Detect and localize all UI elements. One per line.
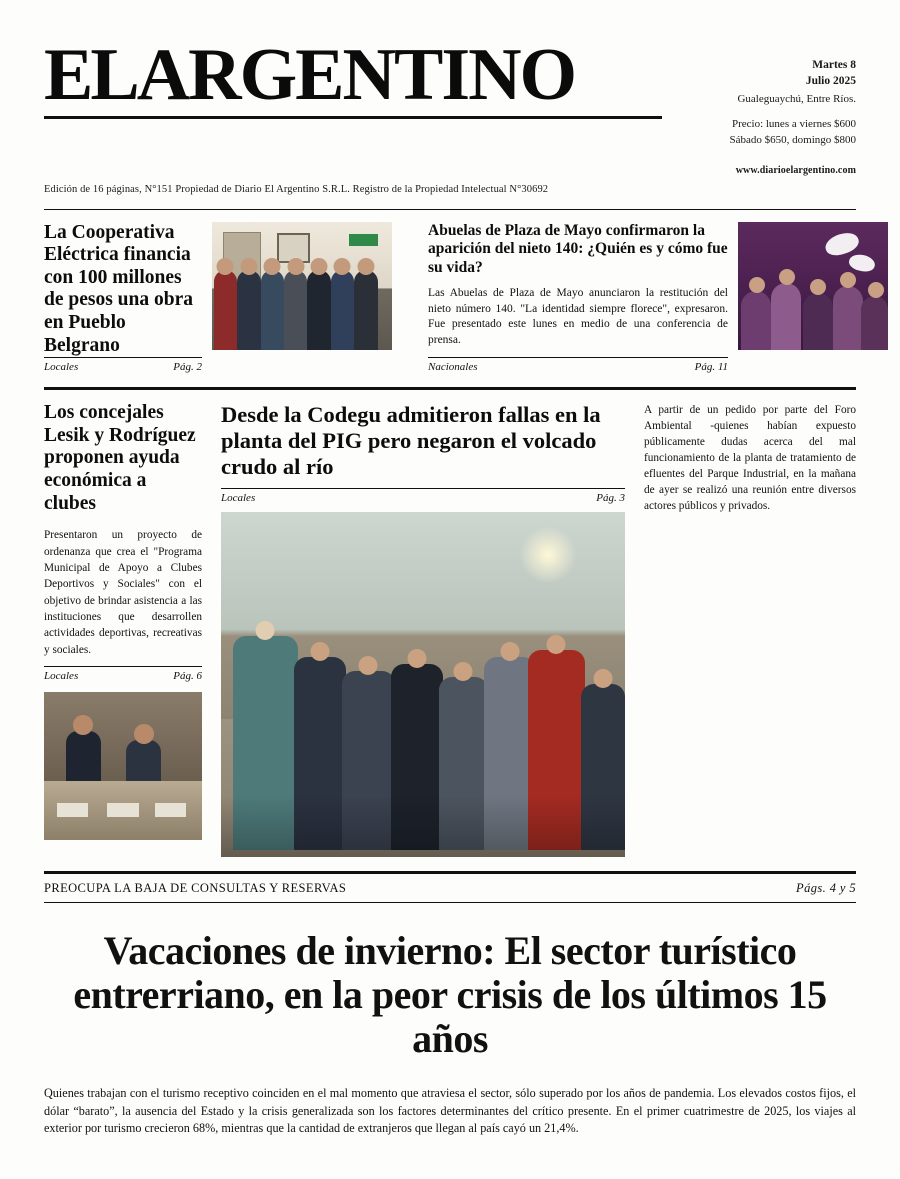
- story-concejales-page: Pág. 6: [173, 670, 202, 683]
- masthead: [44, 0, 856, 178]
- masthead-logo-block: [44, 34, 662, 119]
- story-cooperativa-electrica[interactable]: [44, 222, 392, 374]
- photo-papers-left: [57, 803, 89, 816]
- story-codegu-pig[interactable]: [221, 402, 625, 857]
- lead-body: Quienes trabajan con el turismo receptivo coinciden en el mal momento que atraviesa el sector, sólo superado por los años de pandemia. Los elevados costos fijos, el dólar “barato”, la ausencia del Estado y la crisis generalizada son los factores determinantes del crítico presente. En el primer cuatrimestre de 2025, los viajes al exterior por turismo crecieron 68%, mientras que la cantidad de extranjeros que llegan al país cayó un 21,4%.: [44, 1085, 856, 1136]
- story-abuelas-footer: [428, 357, 728, 373]
- story-cooperativa-footer: [44, 357, 202, 373]
- abuelas-plaza-de-mayo-photo: [738, 222, 888, 350]
- story-abuelas-page: Pág. 11: [694, 361, 728, 374]
- photo-papers-right: [155, 803, 187, 816]
- lead-kicker-row: [44, 874, 856, 896]
- story-codegu-sidebar: [644, 402, 856, 857]
- reunion-exterior-photo: [221, 512, 625, 857]
- lead-headline[interactable]: Vacaciones de invierno: El sector turístico entrerriano, en la peor crisis de los últimos 15 años: [73, 927, 827, 1061]
- story-abuelas-plaza-de-mayo[interactable]: [428, 222, 888, 374]
- story-concejales-headline[interactable]: Los concejales Lesik y Rodríguez proponen ayuda económica a clubes: [44, 402, 196, 514]
- story-abuelas-headline[interactable]: Abuelas de Plaza de Mayo confirmaron la aparición del nieto 140: ¿Quién es y cómo fue su vida?: [428, 221, 728, 276]
- story-cooperativa-headline[interactable]: La Cooperativa Eléctrica financia con 100 millones de pesos una obra en Pueblo Belgrano: [44, 221, 193, 356]
- price-weekend: Sábado $650, domingo $800: [729, 134, 856, 147]
- rule-under-kicker: [44, 902, 856, 903]
- top-stories-band: [44, 210, 856, 374]
- logo-el: EL: [44, 34, 137, 116]
- website-url[interactable]: www.diarioelargentino.com: [735, 164, 856, 176]
- lead-story[interactable]: [44, 874, 856, 1138]
- lead-kicker: PREOCUPA LA BAJA DE CONSULTAS Y RESERVAS: [44, 880, 347, 895]
- newspaper-logo: [44, 34, 662, 116]
- story-concejales-footer: [44, 666, 202, 682]
- story-cooperativa-page: Pág. 2: [173, 361, 202, 374]
- story-cooperativa-section: Locales: [44, 361, 79, 374]
- photo-papers-mid: [107, 803, 139, 816]
- story-abuelas-section: Nacionales: [428, 361, 478, 374]
- photo-sunflare: [519, 526, 577, 584]
- story-codegu-section: Locales: [221, 491, 256, 504]
- edition-line: Edición de 16 páginas, N°151 Propiedad de Diario El Argentino S.R.L. Registro de la Propiedad Intelectual N°30692: [44, 183, 549, 195]
- story-cooperativa-text: [44, 222, 202, 374]
- story-abuelas-text: [428, 222, 728, 374]
- story-concejales-body: Presentaron un proyecto de ordenanza que crea el "Programa Municipal de Apoyo a Clubes Deportivos y Sociales" con el objetivo de brindar asistencia a las instituciones que desarrollen actividades deportivas, recreativas y sociales.: [44, 529, 202, 656]
- photo-foreground-shadow: [221, 795, 625, 857]
- logo-underline: [44, 116, 662, 119]
- story-concejales-section: Locales: [44, 670, 79, 683]
- logo-argentino: ARGENTINO: [136, 34, 576, 116]
- issue-date-month-year: Julio 2025: [805, 74, 856, 87]
- price-weekday: Precio: lunes a viernes $600: [731, 117, 856, 130]
- meeting-room-photo: [212, 222, 392, 350]
- story-codegu-page: Pág. 3: [596, 491, 625, 504]
- story-codegu-headline[interactable]: Desde la Codegu admitieron fallas en la planta del PIG pero negaron el volcado crudo al río: [221, 402, 601, 479]
- story-abuelas-body: Las Abuelas de Plaza de Mayo anunciaron la restitución del nieto número 140. "La identidad siempre florece", expresaron. Fue presentado este lunes en medio de una conferencia de prensa.: [428, 287, 728, 346]
- issue-city: Gualeguaychú, Entre Ríos.: [737, 93, 856, 106]
- masthead-info: [666, 44, 856, 178]
- story-codegu-footer: [221, 488, 625, 504]
- photo-exit-sign: [349, 234, 378, 246]
- lead-pages: Págs. 4 y 5: [796, 880, 856, 895]
- issue-date-day: Martes 8: [812, 59, 856, 71]
- story-codegu-lead-text: A partir de un pedido por parte del Foro Ambiental -quienes habían expuesto públicamente dudas acerca del mal funcionamiento de la planta de tratamiento de efluentes del Parque Industrial, en la mañana de ayer se realizó una reunión entre diversos actores públicos y privados.: [644, 404, 856, 513]
- concejo-deliberante-photo: [44, 692, 202, 840]
- second-stories-band: [44, 390, 856, 857]
- story-concejales-clubes[interactable]: [44, 402, 202, 857]
- photo-people-group: [212, 270, 392, 349]
